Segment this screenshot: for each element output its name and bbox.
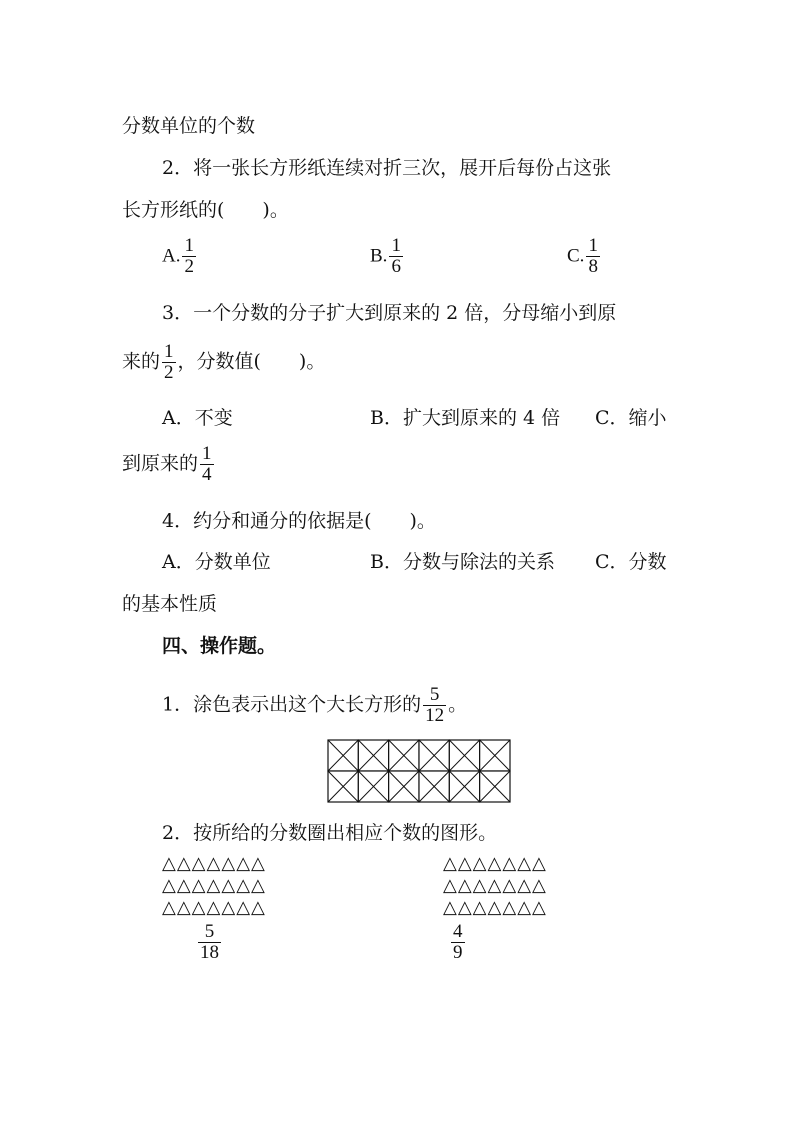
- grid-cell[interactable]: [419, 771, 449, 802]
- fraction-denominator: 12: [425, 705, 445, 726]
- grid-cell[interactable]: [358, 771, 388, 802]
- option-label: C.: [567, 245, 585, 267]
- q4-line3: 的基本性质: [122, 593, 218, 615]
- grid-cell[interactable]: [480, 740, 510, 771]
- fraction: [198, 922, 221, 963]
- grid-cell[interactable]: [389, 771, 419, 802]
- triangle-row-right-1[interactable]: △△△△△△△: [443, 853, 547, 874]
- grid-cell[interactable]: [328, 771, 358, 802]
- q4-line1: 4．约分和通分的依据是( )。: [162, 510, 436, 532]
- triangle-row-right-2[interactable]: △△△△△△△: [443, 875, 547, 896]
- grid-cell[interactable]: [328, 740, 358, 771]
- q4-option-b: B．分数与除法的关系: [370, 551, 555, 573]
- q3-line2-pre: 来的: [122, 350, 161, 373]
- grid-cell[interactable]: [358, 740, 388, 771]
- grid-cell[interactable]: [419, 740, 449, 771]
- fraction-numerator: 1: [184, 235, 194, 256]
- fraction-denominator: 2: [164, 362, 174, 383]
- triangle-row-left-3[interactable]: △△△△△△△: [162, 897, 266, 918]
- option-label: A.: [162, 245, 181, 267]
- fraction-denominator: 8: [588, 256, 598, 277]
- continuation-text: 分数单位的个数: [122, 115, 256, 137]
- q3-line2: [122, 342, 325, 383]
- q3-option-c: C．缩小: [595, 407, 667, 429]
- grid-cell[interactable]: [449, 740, 479, 771]
- q2-line1: 2．将一张长方形纸连续对折三次，展开后每份占这张: [162, 157, 612, 179]
- fraction-numerator: 1: [164, 341, 174, 362]
- fraction-denominator: 18: [200, 942, 219, 963]
- fraction: [162, 342, 176, 383]
- rectangle-grid[interactable]: [327, 739, 511, 803]
- triangle-row-left-2[interactable]: △△△△△△△: [162, 875, 266, 896]
- fraction-numerator: 4: [453, 921, 463, 942]
- q3-line4: [122, 444, 216, 485]
- q3-option-b: B．扩大到原来的 4 倍: [370, 407, 561, 429]
- q2-option-b: [370, 236, 405, 277]
- q2-line2: 长方形纸的( )。: [122, 199, 289, 221]
- fraction: [586, 236, 600, 277]
- grid-cell[interactable]: [449, 771, 479, 802]
- fraction: [451, 922, 465, 963]
- fraction: [423, 685, 446, 726]
- triangle-row-right-3[interactable]: △△△△△△△: [443, 897, 547, 918]
- triangle-row-left-1[interactable]: △△△△△△△: [162, 853, 266, 874]
- s4-q2-line: 2．按所给的分数圈出相应个数的图形。: [162, 822, 498, 844]
- right-fraction-block: [449, 922, 467, 963]
- fraction-denominator: 4: [202, 464, 212, 485]
- fraction-denominator: 6: [391, 256, 401, 277]
- left-fraction-block: [196, 922, 223, 963]
- q4-option-c: C．分数: [595, 551, 667, 573]
- fraction: [389, 236, 403, 277]
- fraction: [182, 236, 196, 277]
- option-label: B.: [370, 245, 388, 267]
- s4-q1-line: [162, 685, 467, 726]
- q3-line2-post: ，分数值( )。: [177, 350, 326, 373]
- fraction-numerator: 1: [202, 443, 212, 464]
- fraction-numerator: 5: [429, 684, 440, 705]
- fraction-numerator: 1: [588, 235, 598, 256]
- q2-option-c: [567, 236, 602, 277]
- q4-option-a: A．分数单位: [162, 551, 271, 573]
- s4-q1-text: 1．涂色表示出这个大长方形的: [162, 693, 422, 716]
- q3-line1: 3．一个分数的分子扩大到原来的 2 倍，分母缩小到原: [162, 302, 617, 324]
- grid-cell[interactable]: [480, 771, 510, 802]
- fraction-numerator: 1: [391, 235, 401, 256]
- fraction-denominator: 2: [184, 256, 194, 277]
- q3-line4-pre: 到原来的: [122, 452, 199, 475]
- q3-option-a: A．不变: [162, 407, 233, 429]
- section-heading: 四、操作题。: [162, 635, 277, 657]
- q2-option-a: [162, 236, 198, 277]
- grid-cell[interactable]: [389, 740, 419, 771]
- fraction-denominator: 9: [453, 942, 463, 963]
- fraction: [200, 444, 214, 485]
- s4-q1-end: 。: [448, 693, 468, 716]
- fraction-numerator: 5: [204, 921, 215, 942]
